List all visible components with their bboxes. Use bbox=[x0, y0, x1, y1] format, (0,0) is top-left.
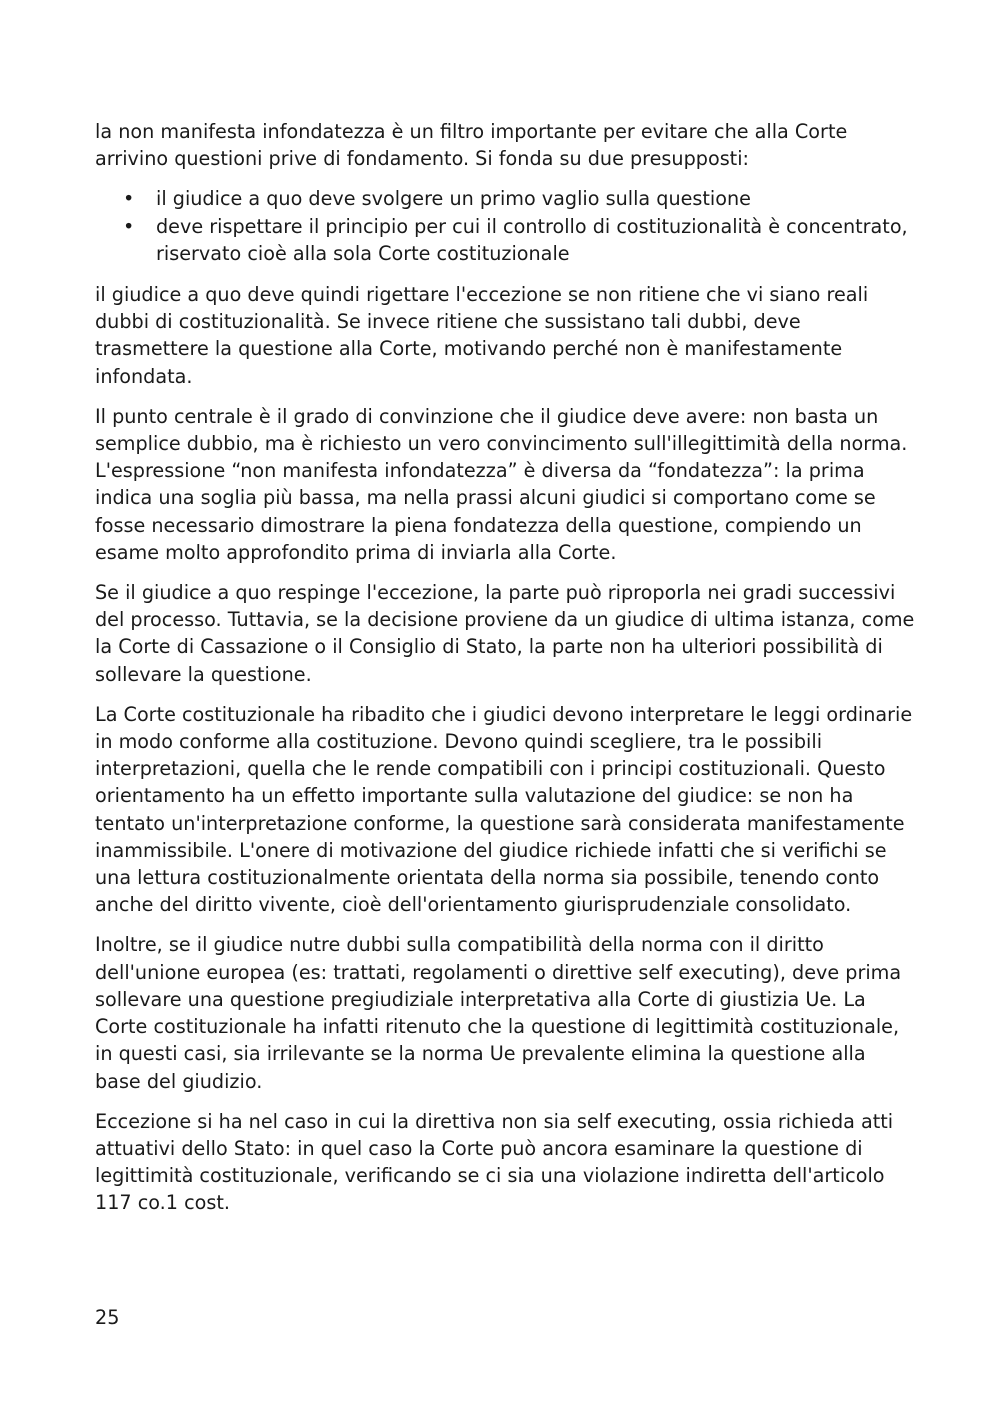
paragraph-intro: la non manifesta infondatezza è un filtro importante per evitare che alla Corte arrivino questioni prive di fondamento. Si fonda su due presupposti: bbox=[95, 120, 848, 171]
paragraph: Se il giudice a quo respinge l'eccezione, la parte può riproporla nei gradi successivi del processo. Tuttavia, se la decisione proviene da un giudice di ultima istanza, come la Corte di Cassazione o il Consiglio di Stato, la parte non ha ulteriori possibilità di sollevare la questione. bbox=[95, 581, 915, 686]
page-number: 25 bbox=[95, 1306, 120, 1329]
bullet-item: • il giudice a quo deve svolgere un primo vaglio sulla questione bbox=[95, 185, 915, 212]
paragraph: il giudice a quo deve quindi rigettare l'eccezione se non ritiene che vi siano reali dubbi di costituzionalità. Se invece ritiene che sussistano tali dubbi, deve trasmettere la questione alla Corte, motivando perché non è manifestamente infondata. bbox=[95, 283, 869, 388]
paragraph: Inoltre, se il giudice nutre dubbi sulla compatibilità della norma con il diritto dell'unione europea (es: trattati, regolamenti o direttive self executing), deve prima sollevare una questione pregiudiziale interpretativa alla Corte di giustizia Ue. La Corte costituzionale ha infatti ritenuto che la questione di legittimità costituzionale, in questi casi, sia irrilevante se la norma Ue prevalente elimina la questione alla base del giudizio. bbox=[95, 933, 902, 1093]
paragraph: La Corte costituzionale ha ribadito che i giudici devono interpretare le leggi ordinarie in modo conforme alla costituzione. Devono quindi scegliere, tra le possibili interpretazioni, quella che le rende compatibili con i principi costituzionali. Questo orientamento ha un effetto importante sulla valutazione del giudice: se non ha tentato un'interpretazione conforme, la questione sarà considerata manifestamente inammissibile. L'onere di motivazione del giudice richiede infatti che si verifichi se una lettura costituzionalmente orientata della norma sia possibile, tenendo conto anche del diritto vivente, cioè dell'orientamento giurisprudenziale consolidato. bbox=[95, 702, 913, 917]
paragraph: Il punto centrale è il grado di convinzione che il giudice deve avere: non basta un semplice dubbio, ma è richiesto un vero convincimento sull'illegittimità della norma. L'espressione “non manifesta infondatezza” è diversa da “fondatezza”: la prima indica una soglia più bassa, ma nella prassi alcuni giudici si comportano come se fosse necessario dimostrare la piena fondatezza della questione, compiendo un esame molto approfondito prima di inviarla alla Corte. bbox=[95, 404, 908, 564]
paragraph: Eccezione si ha nel caso in cui la direttiva non sia self executing, ossia richieda atti attuativi dello Stato: in quel caso la Corte può ancora esaminare la questione di legittimità costituzionale, verificando se ci sia una violazione indiretta dell'articolo 117 co.1 cost. bbox=[95, 1109, 894, 1215]
bullet-item: • deve rispettare il principio per cui il controllo di costituzionalità è concentrato, riservato cioè alla sola Corte costituzionale bbox=[95, 213, 915, 267]
document-page bbox=[95, 118, 915, 1230]
bullet-list bbox=[95, 185, 915, 267]
